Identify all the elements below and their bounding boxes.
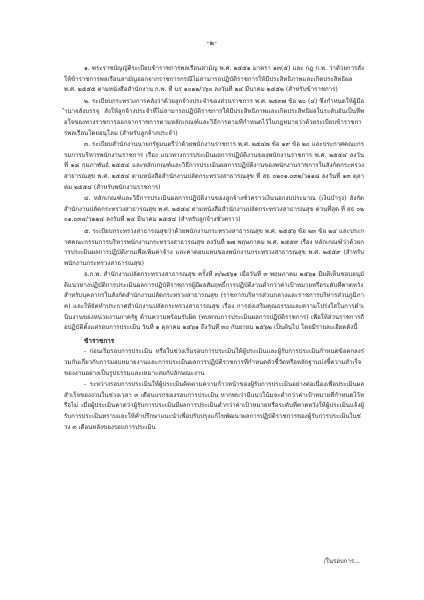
paragraph-2: ๒. ระเบียบกระทรวงการคลังว่าด้วยลูกจ้างประจำของส่วนราชการ พ.ศ. ๒๕๓๗ ข้อ ๒๐ (๔) ซึ่งกำหนดให้ผู้มีอำนาจสั่งบรรจุ สั่งให้ลูกจ้างประจำที่ไม่สามารถปฏิบัติราชการให้มีประสิทธิภาพและเกิดประสิทธิผลในระดับอันเป็นที่พอใจของทางราชการออกจากราชการตามหลักเกณฑ์และวิธีการตามที่กำหนดไว้ในกฎหมายว่าด้วยระเบียบข้าราชการพลเรือนโดยอนุโลม (สำหรับลูกจ้างประจำ) <box>64 97 364 137</box>
paragraph-4: ๔. หลักเกณฑ์และวิธีการประเมินผลการปฏิบัติงานของลูกจ้างชั่วคราวเงินนอกงบประมาณ (เงินบำรุง) สังกัดสำนักงานปลัดกระทรวงสาธารณสุข พ.ศ. ๒๕๕๔ ตามหนังสือสำนักงานปลัดกระทรวงสาธารณสุข ด่วนที่สุด ที่ สธ ๐๒๐๑.๐๓๔/ว๒๒๔ ลงวันที่ ๒๔ มีนาคม ๒๕๕๔ (สำหรับลูกจ้างชั่วคราว) <box>64 195 364 224</box>
paragraph-3: ๓. ระเบียบสำนักงานนายกรัฐมนตรีว่าด้วยพนักงานราชการ พ.ศ. ๒๕๔๗ ข้อ ๑๙ ข้อ ๒๐ และประกาศคณะกรรมการบริหารพนักงานราชการ เรื่อง แนวทางการประเมินผลการปฏิบัติงานของพนักงานราชการ พ.ศ. ๒๕๕๔ ลงวันที่ ๑๘ กุมภาพันธ์ ๒๕๕๔ และหลักเกณฑ์และวิธีการประเมินผลการปฏิบัติงานของพนักงานราชการในสังกัดกระทรวงสาธารณสุข พ.ศ. ๒๕๕๔ ตามหนังสือสำนักงานปลัดกระทรวงสาธารณสุข ที่ สธ ๐๒๐๑.๐๓๒/ว๑๑๘ ลงวันที่ ๑๓ ตุลาคม ๒๕๕๔ (สำหรับพนักงานราชการ) <box>64 141 364 191</box>
document-body <box>64 64 364 434</box>
section-heading: ข้าราชการ <box>84 336 115 345</box>
paragraph-before-period: - ก่อนเริ่มรอบการประเมิน หรือในช่วงเริ่มรอบการประเมินให้ผู้ประเมินและผู้รับการประเมินกำหนดข้อตกลงร่วมกันเกี่ยวกับการมอบหมายงานและการประเมินผลการปฏิบัติราชการที่กำหนดตัวชี้วัดหรือหลักฐานบ่งชี้ความสำเร็จของงานอย่างเป็นรูปธรรมและเหมาะสมกับลักษณะงาน <box>64 348 364 377</box>
paragraph-during-period: - ระหว่างรอบการประเมินให้ผู้ประเมินติดตามความก้าวหน้าของผู้รับการประเมินอย่างต่อเนื่องเพื่อประเมินผลสำเร็จของงานในช่วงเวลา ๓ เดือนแรกของรอบการประเมิน หากพบว่ามีแนวโน้มจะต่ำกว่าค่าเป้าหมายที่กำหนดไว้หรือไม่ เมื่อผู้ประเมินคาดว่าผู้รับการประเมินมีผลการประเมินต่ำกว่าค่าเป้าหมายหรือระดับที่คาดหวังให้ผู้ประเมินแจ้งผู้รับการประเมินทราบและให้คำปรึกษาแนะนำเพื่อปรับปรุงแก้ไขพัฒนาผลการปฏิบัติราชการของผู้รับการประเมินในช่วง ๓ เดือนหลังของรอบการประเมิน <box>64 381 364 431</box>
page-number: -๒- <box>206 39 218 47</box>
continuation-marker: /ในรอบการ... <box>323 558 360 565</box>
paragraph-1: ๑. พระราชบัญญัติระเบียบข้าราชการพลเรือนสามัญ พ.ศ. ๒๕๕๑ มาตรา ๑๓(๕) และ กฎ ก.พ. ว่าด้วยการสั่งให้ข้าราชการพลเรือนสามัญออกจากราชการกรณีไม่สามารถปฏิบัติราชการให้มีประสิทธิภาพและเกิดประสิทธิผล พ.ศ. ๒๕๕๕ ตามหนังสือสำนักงาน ก.พ. ที่ นร ๑๐๑๒/ว๖๐ ลงวันที่ ๒๔ มีนาคม ๒๕๕๒ (สำหรับข้าราชการ) <box>64 65 364 94</box>
paragraph-5: ๕. ระเบียบกระทรวงสาธารณสุขว่าด้วยพนักงานกระทรวงสาธารณสุข พ.ศ. ๒๕๕๖ ข้อ ๒๓ ข้อ ๒๔ และประกาศคณะกรรมการบริหารพนักงานกระทรวงสาธารณสุข ลงวันที่ ๒๗ พฤษภาคม พ.ศ. ๒๕๕๙ เรื่อง หลักเกณฑ์ว่าด้วยการประเมินผลการปฏิบัติงานเพื่อเพิ่มค่าจ้าง และค่าตอบแทนของพนักงานกระทรวงสาธารณสุข พ.ศ. ๒๕๕๙ (สำหรับพนักงานกระทรวงสาธารณสุข) <box>64 227 364 267</box>
paragraph-resolution: อ.ก.พ. สำนักงานปลัดกระทรวงสาธารณสุข ครั้งที่ ๓/๒๕๖๑ เมื่อวันที่ ๓ พฤษภาคม ๒๕๖๑ มีมติเห็นชอบอนุมัติแนวทางปฏิบัติการประเมินผลการปฏิบัติราชการผู้มีผลสัมฤทธิ์การปฏิบัติงานต่ำกว่าค่าเป้าหมายหรือระดับที่คาดหวังสำหรับบุคลากรในสังกัดสำนักงานปลัดกระทรวงสาธารณสุข (ราชการบริหารส่วนกลางและราชการบริหารส่วนภูมิภาค) และให้จัดทำประกาศสำนักงานปลัดกระทรวงสาธารณสุข เรื่อง การส่งเสริมคุณธรรมและความโปร่งใสในการดำเนินงานของหน่วยงานภาครัฐ ด้านความพร้อมรับผิด (ทบทวนการประเมินผลการปฏิบัติราชการ) เพื่อให้ส่วนราชการถือปฏิบัติตั้งแต่รอบการประเมิน วันที่ ๑ ตุลาคม ๒๕๖๑ ถึงวันที่ ๓๐ กันยายน ๒๕๖๒ เป็นต้นไป โดยมีรายละเอียดดังนี้ <box>64 271 364 332</box>
